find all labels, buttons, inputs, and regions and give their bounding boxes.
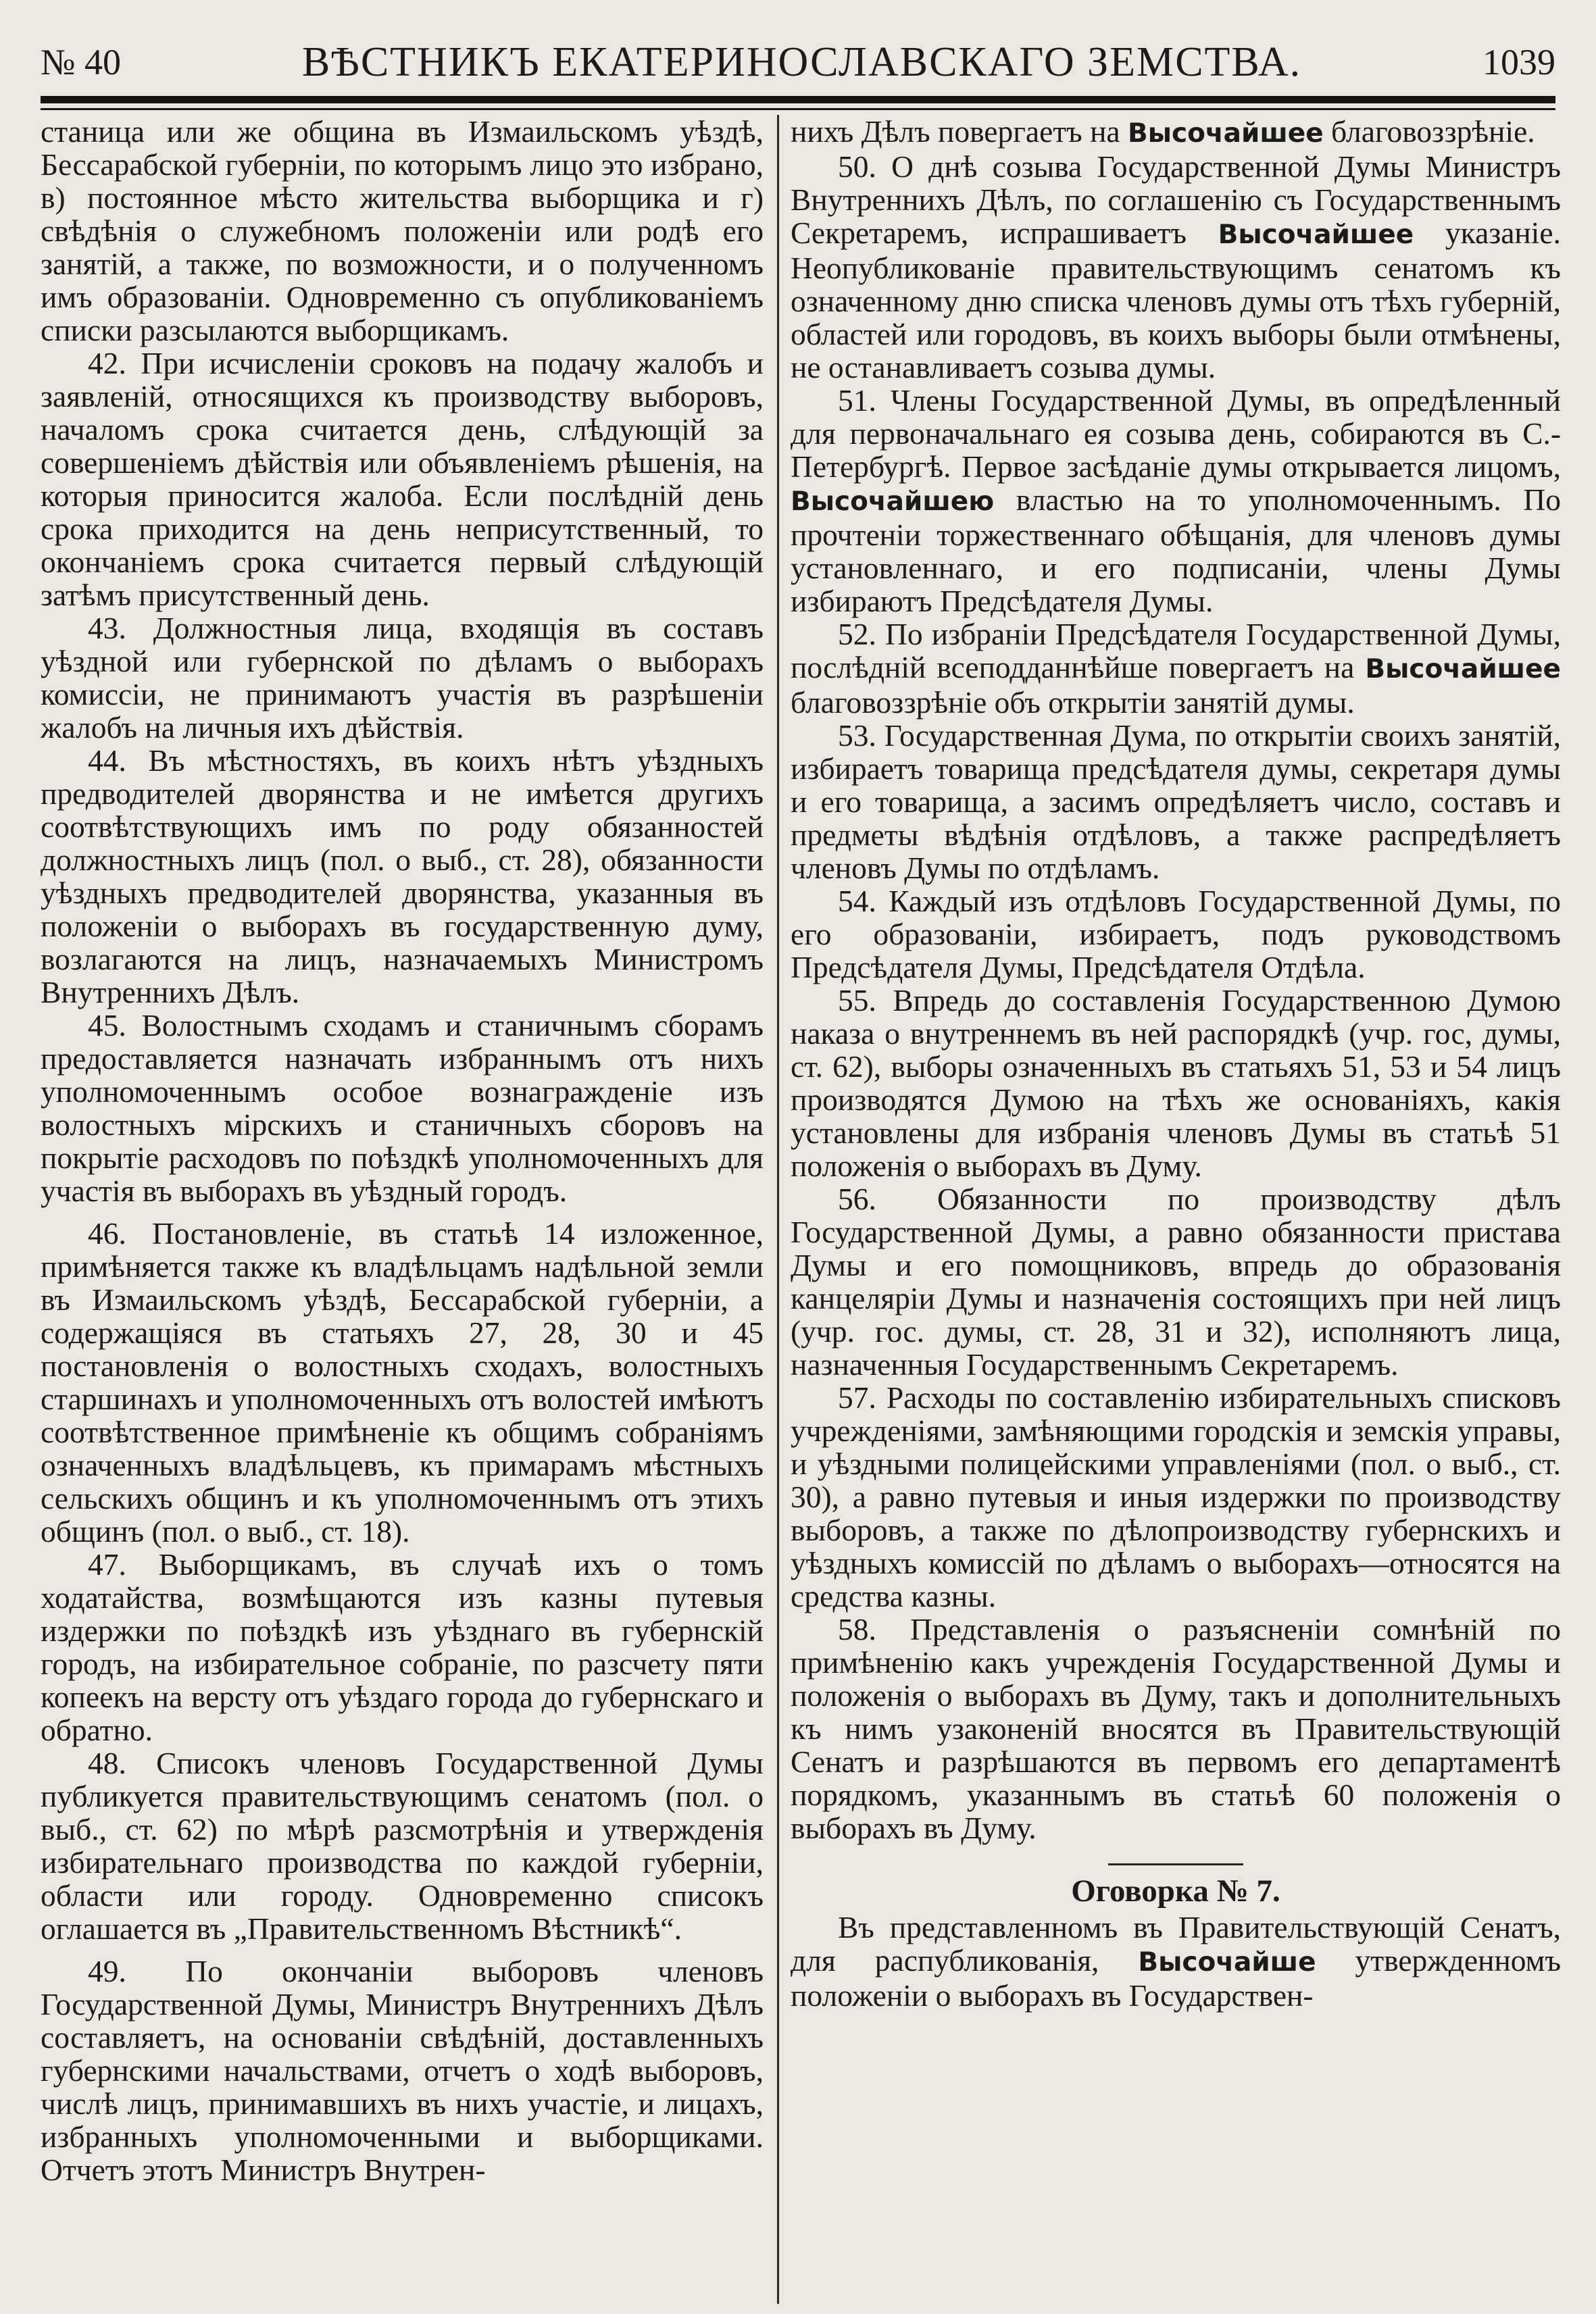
article-44: 44. Въ мѣстностяхъ, въ коихъ нѣтъ уѣздныхъ предводителей дворянства и не имѣется другихъ соотвѣтствующихъ имъ по роду обязанностей должностныхъ лицъ (пол. о выб., ст. 28), обязанности уѣздныхъ предводителей дворянства, указанныя въ положеніи о выборахъ въ государственную думу, возлагаются на лицъ, назначаемыхъ Министромъ Внутреннихъ Дѣлъ. [41,743,764,1009]
article-58: 58. Представленія о разъясненіи сомнѣній по примѣненію какъ учрежденія Государственной Думы и положенія о выборахъ въ Думу, такъ и дополнительныхъ къ нимъ узаконеній вносятся въ Правительствующій Сенатъ и разрѣшаются въ первомъ его департаментѣ порядкомъ, указаннымъ въ статьѣ 60 положенія о выборахъ въ Думу. [791,1612,1561,1845]
header-rule-thin [41,108,1555,110]
article-52: 52. По избраніи Предсѣдателя Государственной Думы, послѣдній всеподданнѣйше повергаетъ на Высочайшее благовоззрѣніе объ открытіи занятій думы. [791,617,1561,720]
header-rule-thick [41,96,1555,103]
article-56: 56. Обязанности по производству дѣлъ Государственной Думы, а равно обязанности пристава Думы и его помощниковъ, впредь до образованія канцеляріи Думы и назначенія состоящихъ при ней лицъ (учр. гос. думы, ст. 28, 31 и 32), исполняютъ лица, назначенныя Государственнымъ Секретаремъ. [791,1182,1561,1382]
article-42: 42. При исчисленіи сроковъ на подачу жалобъ и заявленій, относящихся къ производству выборовъ, началомъ срока считается день, слѣдующій за совершеніемъ дѣйствія или объявленіемъ рѣшенія, на которыя приносится жалоба. Если послѣдній день срока приходится на день неприсутственный, то окончаніемъ срока считается первый слѣдующій затѣмъ присутственный день. [41,346,764,612]
article-49-end: нихъ Дѣлъ повергаетъ на Высочайшее благовоззрѣніе. [791,115,1535,149]
column-divider [777,115,779,2304]
article-45: 45. Волостнымъ сходамъ и станичнымъ сборамъ предоставляется назначать избраннымъ отъ нихъ уполномоченнымъ особое вознагражденіе изъ волостныхъ мірскихъ и станичныхъ сборовъ на покрытіе расходовъ по поѣздкѣ уполномоченныхъ для участія въ выборахъ въ уѣздный городъ. [41,1008,764,1208]
article-48: 48. Списокъ членовъ Государственной Думы публикуется правительствующимъ сенатомъ (пол. о выб., ст. 62) по мѣрѣ разсмотрѣнія и утвержденія избирательнаго производства по каждой губерніи, области или городу. Одновременно списокъ оглашается въ „Правительственномъ Вѣстникѣ“. [41,1746,764,1946]
paragraph-41-end: станица или же община въ Измаильскомъ уѣздѣ, Бессарабской губерніи, по которымъ лицо это избрано, в) постоянное мѣсто жительства выборщика и г) свѣдѣнія о служебномъ положеніи или родѣ его занятій, а также, по возможности, и о полученномъ имъ образованіи. Одновременно съ опубликованіемъ списки разсылаются выборщикамъ. [41,115,764,347]
section-separator [1108,1863,1243,1865]
article-54: 54. Каждый изъ отдѣловъ Государственной Думы, по его образованіи, избираетъ, подъ руководствомъ Предсѣдателя Думы, Предсѣдателя Отдѣла. [791,884,1561,984]
article-49: 49. По окончаніи выборовъ членовъ Государственной Думы, Министръ Внутреннихъ Дѣлъ составляетъ, на основаніи свѣдѣній, доставленныхъ губернскими начальствами, отчетъ о ходѣ выборовъ, числѣ лицъ, принимавшихъ въ нихъ участіе, и лицахъ, избранныхъ уполномоченными и выборщиками. Отчетъ этотъ Министръ Внутрен- [41,1954,764,2187]
section-heading: Оговорка № 7. [1071,1873,1280,1909]
article-46: 46. Постановленіе, въ статьѣ 14 изложенное, примѣняется также къ владѣльцамъ надѣльной земли въ Измаильскомъ уѣздѣ, Бессарабской губерніи, а содержащіяся въ статьяхъ 27, 28, 30 и 45 постановленія о волостныхъ сходахъ, волостныхъ старшинахъ и уполномоченныхъ отъ волостей имѣютъ соотвѣтственное примѣненіе къ общимъ собраніямъ означенныхъ владѣльцевъ, къ примарамъ мѣстныхъ сельскихъ общинъ и къ уполномоченнымъ отъ этихъ общинъ (пол. о выб., ст. 18). [41,1216,764,1549]
article-43: 43. Должностныя лица, входящія въ составъ уѣздной или губернской по дѣламъ о выборахъ комиссіи, не принимаютъ участія въ разрѣшеніи жалобъ на личныя ихъ дѣйствія. [41,611,764,745]
article-51: 51. Члены Государственной Думы, въ опредѣленный для первоначальнаго ея созыва день, собираются въ С.-Петербургѣ. Первое засѣданіе думы открывается лицомъ, Высочайшею властью на то уполномоченнымъ. По прочтеніи торжественнаго обѣщанія, для членовъ думы установленнаго, и его подписаніи, члены Думы избираютъ Предсѣдателя Думы. [791,383,1561,618]
left-column [41,115,764,2304]
clause-7-text: Въ представленномъ въ Правительствующій Сенатъ, для распубликованія, Высочайше утвержденномъ положеніи о выборахъ въ Государствен- [791,1910,1561,2013]
page-header [41,28,1555,96]
article-57: 57. Расходы по составленію избирательныхъ списковъ учрежденіями, замѣняющими городскія и земскія управы, и уѣздными полицейскими управленіями (пол. о выб., ст. 30), а равно путевыя и иныя издержки по производству выборовъ, а также по дѣлопроизводству губернскихъ и уѣздныхъ комиссій по дѣламъ о выборахъ—относятся на средства казны. [791,1380,1561,1613]
right-column [791,115,1561,2304]
journal-title: ВѢСТНИКЪ ЕКАТЕРИНОСЛАВСКАГО ЗЕМСТВА. [301,39,1302,85]
article-53: 53. Государственная Дума, по открытіи своихъ занятій, избираетъ товарища предсѣдателя думы, секретаря думы и его товарища, а засимъ опредѣляетъ число, составъ и предметы вѣдѣнія отдѣловъ, а также распредѣляетъ членовъ Думы по отдѣламъ. [791,718,1561,885]
article-55: 55. Впредь до составленія Государственною Думою наказа о внутреннемъ въ ней распорядкѣ (учр. гос, думы, ст. 62), выборы означенныхъ въ статьяхъ 51, 53 и 54 лицъ производятся Думою на тѣхъ же основаніяхъ, какія установлены для избранія членовъ Думы въ статьѣ 51 положенія о выборахъ въ Думу. [791,983,1561,1183]
article-50: 50. О днѣ созыва Государственной Думы Министръ Внутреннихъ Дѣлъ, по соглашенію съ Государственнымъ Секретаремъ, испрашиваетъ Высочайшее указаніе. Неопубликованіе правительствующимъ сенатомъ къ означенному дню списка членовъ думы отъ тѣхъ губерній, областей или городовъ, въ коихъ выборы были отмѣнены, не останавливаетъ созыва думы. [791,149,1561,384]
page-number: 1039 [1482,42,1555,82]
article-47: 47. Выборщикамъ, въ случаѣ ихъ о томъ ходатайства, возмѣщаются изъ казны путевыя издержки по поѣздкѣ изъ уѣзднаго въ губернскій городъ, на избирательное собраніе, по разсчету пяти копеекъ на версту отъ уѣздаго города до губернскаго и обратно. [41,1547,764,1747]
issue-number: № 40 [41,42,122,82]
